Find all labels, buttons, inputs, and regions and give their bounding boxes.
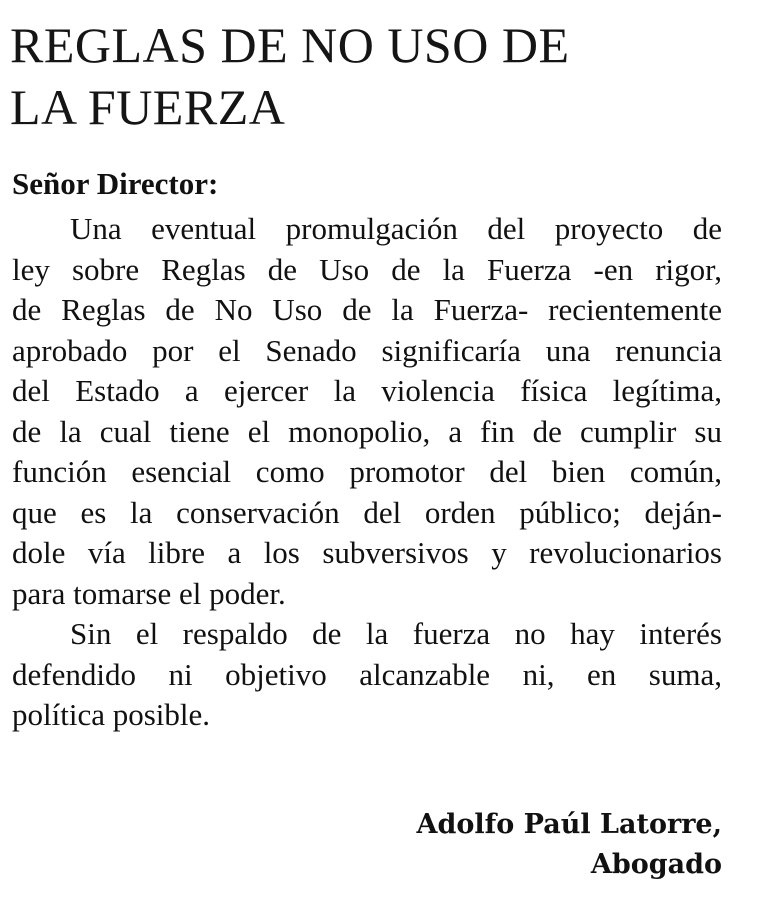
text-line: que es la conservación del orden público; deján- bbox=[12, 494, 722, 530]
text-line: para tomarse el poder. bbox=[12, 575, 286, 611]
text-line: Sin el respaldo de la fuerza no hay interés bbox=[70, 616, 722, 651]
headline-line-2: LA FUERZA bbox=[10, 79, 286, 135]
letter-body bbox=[12, 209, 722, 736]
headline-line-1: REGLAS DE NO USO DE bbox=[10, 17, 570, 73]
signature-block bbox=[417, 805, 722, 885]
text-line: función esencial como promotor del bien común, bbox=[12, 454, 722, 489]
text-line: del Estado a ejercer la violencia física legítima, bbox=[12, 373, 722, 408]
salutation: Señor Director: bbox=[12, 166, 219, 201]
text-line: Una eventual promulgación del proyecto de bbox=[70, 211, 722, 246]
text-line: ley sobre Reglas de Uso de la Fuerza -en rigor, bbox=[12, 251, 722, 287]
text-line: defendido ni objetivo alcanzable ni, en suma, bbox=[12, 656, 722, 692]
text-line: dole vía libre a los subversivos y revolucionarios bbox=[12, 535, 722, 570]
text-line: de la cual tiene el monopolio, a fin de cumplir su bbox=[12, 413, 722, 449]
text-line: política posible. bbox=[12, 697, 211, 732]
author-title: Abogado bbox=[590, 849, 722, 880]
text-line: de Reglas de No Uso de la Fuerza- recientemente bbox=[12, 292, 722, 327]
text-line: aprobado por el Senado significaría una renuncia bbox=[12, 332, 722, 368]
author-name: Adolfo Paúl Latorre, bbox=[416, 809, 722, 840]
headline bbox=[10, 14, 730, 138]
paragraph-2 bbox=[12, 614, 722, 736]
paragraph-1 bbox=[12, 209, 722, 614]
